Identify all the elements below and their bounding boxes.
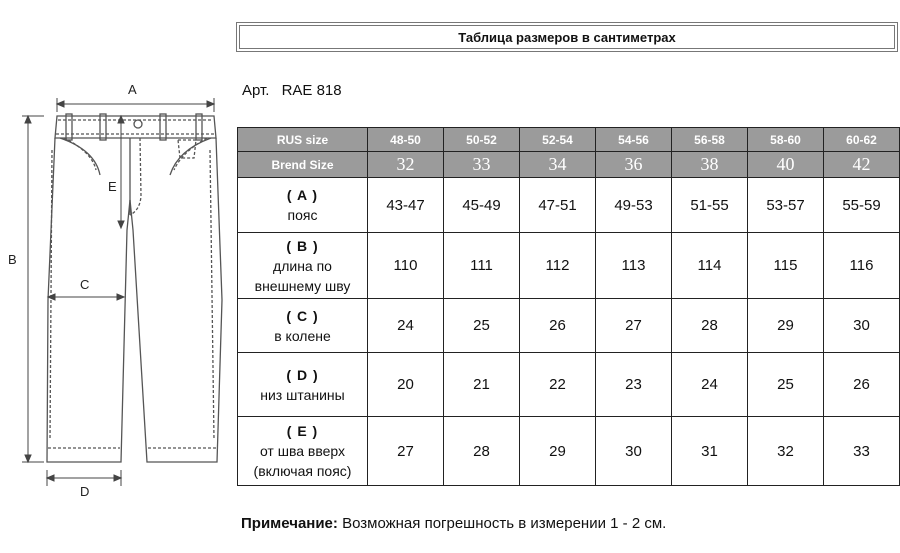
brend-size-cell: 42: [824, 152, 900, 178]
rus-size-cell: 56-58: [672, 128, 748, 152]
measure-label-a: [238, 178, 368, 233]
measure-row-d: [238, 353, 900, 417]
title-box: [236, 22, 898, 52]
measure-cell: 47-51: [520, 178, 596, 233]
measure-cell: 43-47: [368, 178, 444, 233]
article-label: Арт.: [242, 82, 270, 99]
measure-desc: низ штанины: [260, 386, 345, 403]
measure-code: ( B ): [286, 237, 319, 254]
measure-cell: 53-57: [748, 178, 824, 233]
measure-code: ( C ): [286, 307, 319, 324]
measure-cell: 29: [748, 299, 824, 353]
note-text: Возможная погрешность в измерении 1 - 2 см.: [337, 515, 667, 532]
rus-size-cell: 52-54: [520, 128, 596, 152]
rus-size-cell: 54-56: [596, 128, 672, 152]
measure-cell: 26: [520, 299, 596, 353]
label-c: C: [80, 277, 90, 292]
measure-cell: 20: [368, 353, 444, 417]
brend-size-cell: 32: [368, 152, 444, 178]
measure-row-e: [238, 417, 900, 486]
rus-size-cell: 60-62: [824, 128, 900, 152]
measure-cell: 49-53: [596, 178, 672, 233]
rus-size-cell: 48-50: [368, 128, 444, 152]
measure-cell: 114: [672, 233, 748, 299]
measure-row-c: [238, 299, 900, 353]
rus-size-row: [238, 128, 900, 152]
measure-cell: 31: [672, 417, 748, 486]
brend-size-cell: 40: [748, 152, 824, 178]
measure-cell: 26: [824, 353, 900, 417]
rus-size-label: RUS size: [238, 128, 368, 152]
brend-size-label: Brend Size: [238, 152, 368, 178]
measure-row-b: [238, 233, 900, 299]
label-d: D: [80, 484, 90, 499]
measure-cell: 113: [596, 233, 672, 299]
measure-label-c: [238, 299, 368, 353]
measure-row-a: [238, 178, 900, 233]
rus-size-cell: 50-52: [444, 128, 520, 152]
measure-desc: длина по: [273, 257, 332, 274]
measure-desc: (включая пояс): [253, 463, 352, 479]
label-e: E: [108, 179, 117, 194]
measure-cell: 51-55: [672, 178, 748, 233]
measure-cell: 112: [520, 233, 596, 299]
measure-cell: 28: [672, 299, 748, 353]
measure-cell: 21: [444, 353, 520, 417]
label-a: A: [128, 82, 137, 97]
measure-desc: внешнему шву: [254, 277, 351, 294]
brend-size-cell: 38: [672, 152, 748, 178]
measure-code: ( E ): [286, 423, 319, 439]
page-title: Таблица размеров в сантиметрах: [239, 25, 895, 49]
measure-desc: от шва вверх: [259, 443, 346, 459]
measure-code: ( A ): [286, 187, 319, 203]
measure-desc: в колене: [274, 327, 331, 344]
measure-cell: 25: [444, 299, 520, 353]
measure-cell: 22: [520, 353, 596, 417]
measure-cell: 24: [672, 353, 748, 417]
measure-code: ( D ): [286, 366, 319, 383]
size-table: [237, 127, 900, 486]
measure-cell: 32: [748, 417, 824, 486]
measure-cell: 27: [596, 299, 672, 353]
measure-label-d: [238, 353, 368, 417]
brend-size-cell: 33: [444, 152, 520, 178]
measure-cell: 55-59: [824, 178, 900, 233]
measure-cell: 30: [824, 299, 900, 353]
measure-desc: пояс: [287, 207, 318, 223]
brend-size-cell: 36: [596, 152, 672, 178]
brend-size-cell: 34: [520, 152, 596, 178]
measure-cell: 33: [824, 417, 900, 486]
measure-cell: 27: [368, 417, 444, 486]
note: [241, 515, 666, 532]
brend-size-row: [238, 152, 900, 178]
measure-cell: 110: [368, 233, 444, 299]
measure-cell: 25: [748, 353, 824, 417]
measure-cell: 28: [444, 417, 520, 486]
measure-label-e: [238, 417, 368, 486]
measure-cell: 30: [596, 417, 672, 486]
measure-cell: 24: [368, 299, 444, 353]
article-line: [242, 82, 350, 99]
article-value: RAE 818: [281, 82, 342, 99]
measure-cell: 116: [824, 233, 900, 299]
label-b: B: [8, 252, 17, 267]
measure-cell: 29: [520, 417, 596, 486]
pants-diagram: [0, 0, 232, 520]
measure-cell: 23: [596, 353, 672, 417]
rus-size-cell: 58-60: [748, 128, 824, 152]
measure-cell: 45-49: [444, 178, 520, 233]
measure-cell: 111: [444, 233, 520, 299]
measure-cell: 115: [748, 233, 824, 299]
note-label: Примечание:: [241, 515, 338, 532]
measure-label-b: [238, 233, 368, 299]
